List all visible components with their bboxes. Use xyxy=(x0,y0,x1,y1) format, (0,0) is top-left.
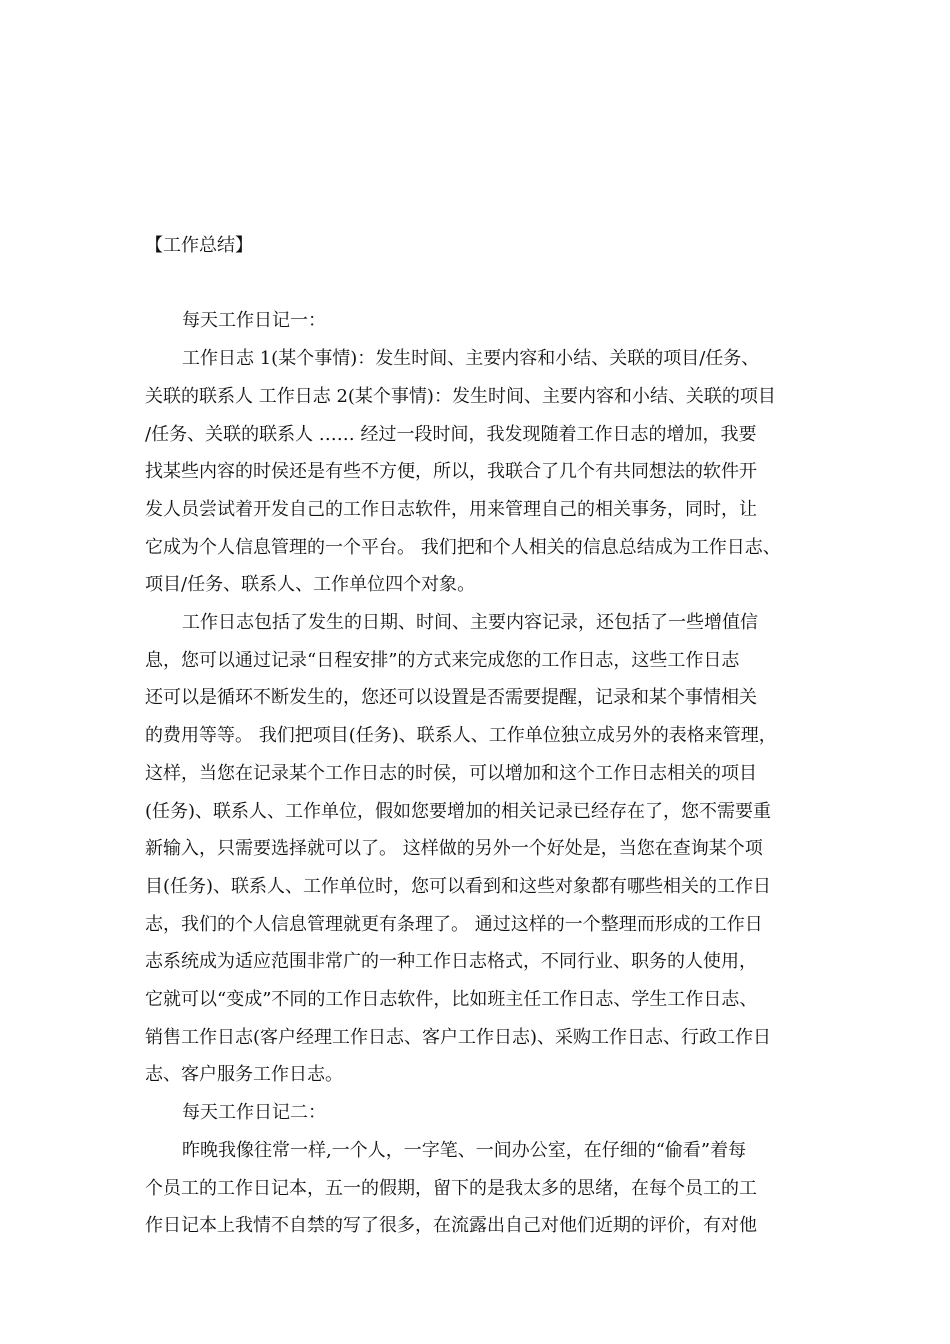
paragraph-line: 目(任务)、联系人、工作单位时，您可以看到和这些对象都有哪些相关的工作日 xyxy=(145,875,772,897)
paragraph-line: 个员工的工作日记本，五一的假期，留下的是我太多的思绪，在每个员工的工 xyxy=(145,1177,757,1199)
paragraph-line: 志、客户服务工作日志。 xyxy=(145,1064,343,1086)
paragraph-line: 它就可以“变成”不同的工作日志软件，比如班主任工作日志、学生工作日志、 xyxy=(145,989,758,1011)
paragraph xyxy=(145,604,805,1094)
paragraph-line: 新输入，只需要选择就可以了。 这样做的另外一个好处是，当您在查询某个项 xyxy=(145,838,763,860)
paragraph-line: 还可以是循环不断发生的，您还可以设置是否需要提醒，记录和某个事情相关 xyxy=(145,687,757,709)
document-title: 【工作总结】 xyxy=(145,235,253,256)
paragraph-line: (任务)、联系人、工作单位，假如您要增加的相关记录已经存在了，您不需要重 xyxy=(145,800,772,822)
paragraph-line: 销售工作日志(客户经理工作日志、客户工作日志)、采购工作日志、行政工作日 xyxy=(145,1026,772,1048)
paragraph-line: 它成为个人信息管理的一个平台。 我们把和个人相关的信息总结成为工作日志、 xyxy=(145,536,781,558)
document-body xyxy=(145,227,805,1245)
paragraph-line: 关联的联系人 工作日志 2(某个事情)：发生时间、主要内容和小结、关联的项目 xyxy=(145,385,776,407)
paragraph-line: 工作日志 1(某个事情)：发生时间、主要内容和小结、关联的项目/任务、 xyxy=(182,348,760,370)
paragraph-line: 项目/任务、联系人、工作单位四个对象。 xyxy=(145,574,476,596)
section-diary-one xyxy=(145,302,805,1094)
paragraph-line: /任务、关联的联系人 …… 经过一段时间，我发现随着工作日志的增加，我要 xyxy=(145,423,757,445)
paragraph-line: 志，我们的个人信息管理就更有条理了。 通过这样的一个整理而形成的工作日 xyxy=(145,913,763,935)
paragraph-line: 作日记本上我情不自禁的写了很多，在流露出自己对他们近期的评价，有对他 xyxy=(145,1215,757,1237)
paragraph-line: 这样，当您在记录某个工作日志的时侯，可以增加和这个工作日志相关的项目 xyxy=(145,762,757,784)
paragraph-line: 找某些内容的时侯还是有些不方便，所以，我联合了几个有共同想法的软件开 xyxy=(145,461,757,483)
paragraph-line: 工作日志包括了发生的日期、时间、主要内容记录，还包括了一些增值信 xyxy=(182,612,758,634)
paragraph-line: 发人员尝试着开发自己的工作日志软件，用来管理自己的相关事务，同时，让 xyxy=(145,498,757,520)
section-diary-two xyxy=(145,1094,805,1245)
paragraph-line: 的费用等等。 我们把项目(任务)、联系人、工作单位独立成另外的表格来管理， xyxy=(145,725,777,747)
paragraph-line: 昨晚我像往常一样,一个人，一字笔、一间办公室，在仔细的“偷看”着每 xyxy=(182,1139,747,1161)
paragraph xyxy=(145,340,805,604)
section-heading: 每天工作日记二： xyxy=(182,1102,326,1124)
paragraph-line: 志系统成为适应范围非常广的一种工作日志格式，不同行业、职务的人使用， xyxy=(145,951,757,973)
section-heading: 每天工作日记一： xyxy=(182,310,326,332)
paragraph xyxy=(145,1132,805,1245)
paragraph-line: 息，您可以通过记录“日程安排”的方式来完成您的工作日志，这些工作日志 xyxy=(145,649,740,671)
